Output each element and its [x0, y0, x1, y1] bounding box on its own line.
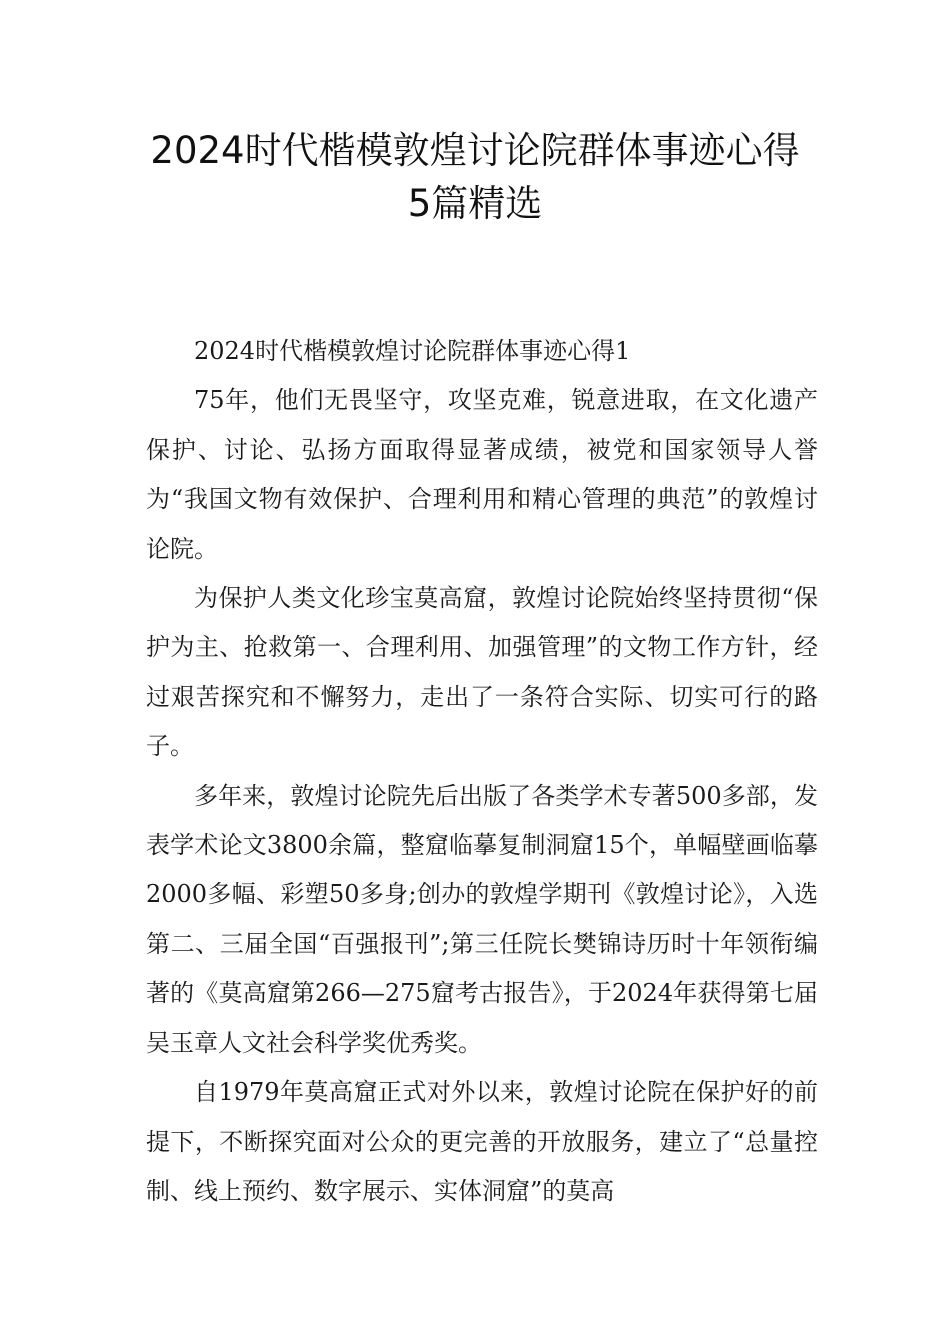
body-paragraph-4: 自1979年莫高窟正式对外以来，敦煌讨论院在保护好的前提下，不断探究面对公众的更完善的开放服务，建立了“总量控制、线上预约、数字展示、实体洞窟”的莫高 [146, 1078, 818, 1205]
document-title-line-1: 2024时代楷模敦煌讨论院群体事迹心得 [150, 129, 800, 172]
body-paragraph-3: 多年来，敦煌讨论院先后出版了各类学术专著500多部，发表学术论文3800余篇，整窟临摹复制洞窟15个，单幅壁画临摹2000多幅、彩塑50多身;创办的敦煌学期刊《敦煌讨论》，入选第二、三届全国“百强报刊”;第三任院长樊锦诗历时十年领衔编著的《莫高窟第266—275窟考古报告》，于2024年获得第七届吴玉章人文社会科学奖优秀奖。 [146, 781, 818, 1057]
document-body [146, 327, 818, 1216]
body-paragraph-1: 75年，他们无畏坚守，攻坚克难，锐意进取，在文化遗产保护、讨论、弘扬方面取得显著成绩，被党和国家领导人誉为“我国文物有效保护、合理利用和精心管理的典范”的敦煌讨论院。 [146, 386, 818, 563]
document-title [110, 124, 840, 230]
section-heading: 2024时代楷模敦煌讨论院群体事迹心得1 [194, 337, 631, 365]
body-paragraph-2: 为保护人类文化珍宝莫高窟，敦煌讨论院始终坚持贯彻“保护为主、抢救第一、合理利用、加强管理”的文物工作方针，经过艰苦探究和不懈努力，走出了一条符合实际、切实可行的路子。 [146, 584, 818, 761]
document-title-line-2: 5篇精选 [407, 182, 543, 225]
